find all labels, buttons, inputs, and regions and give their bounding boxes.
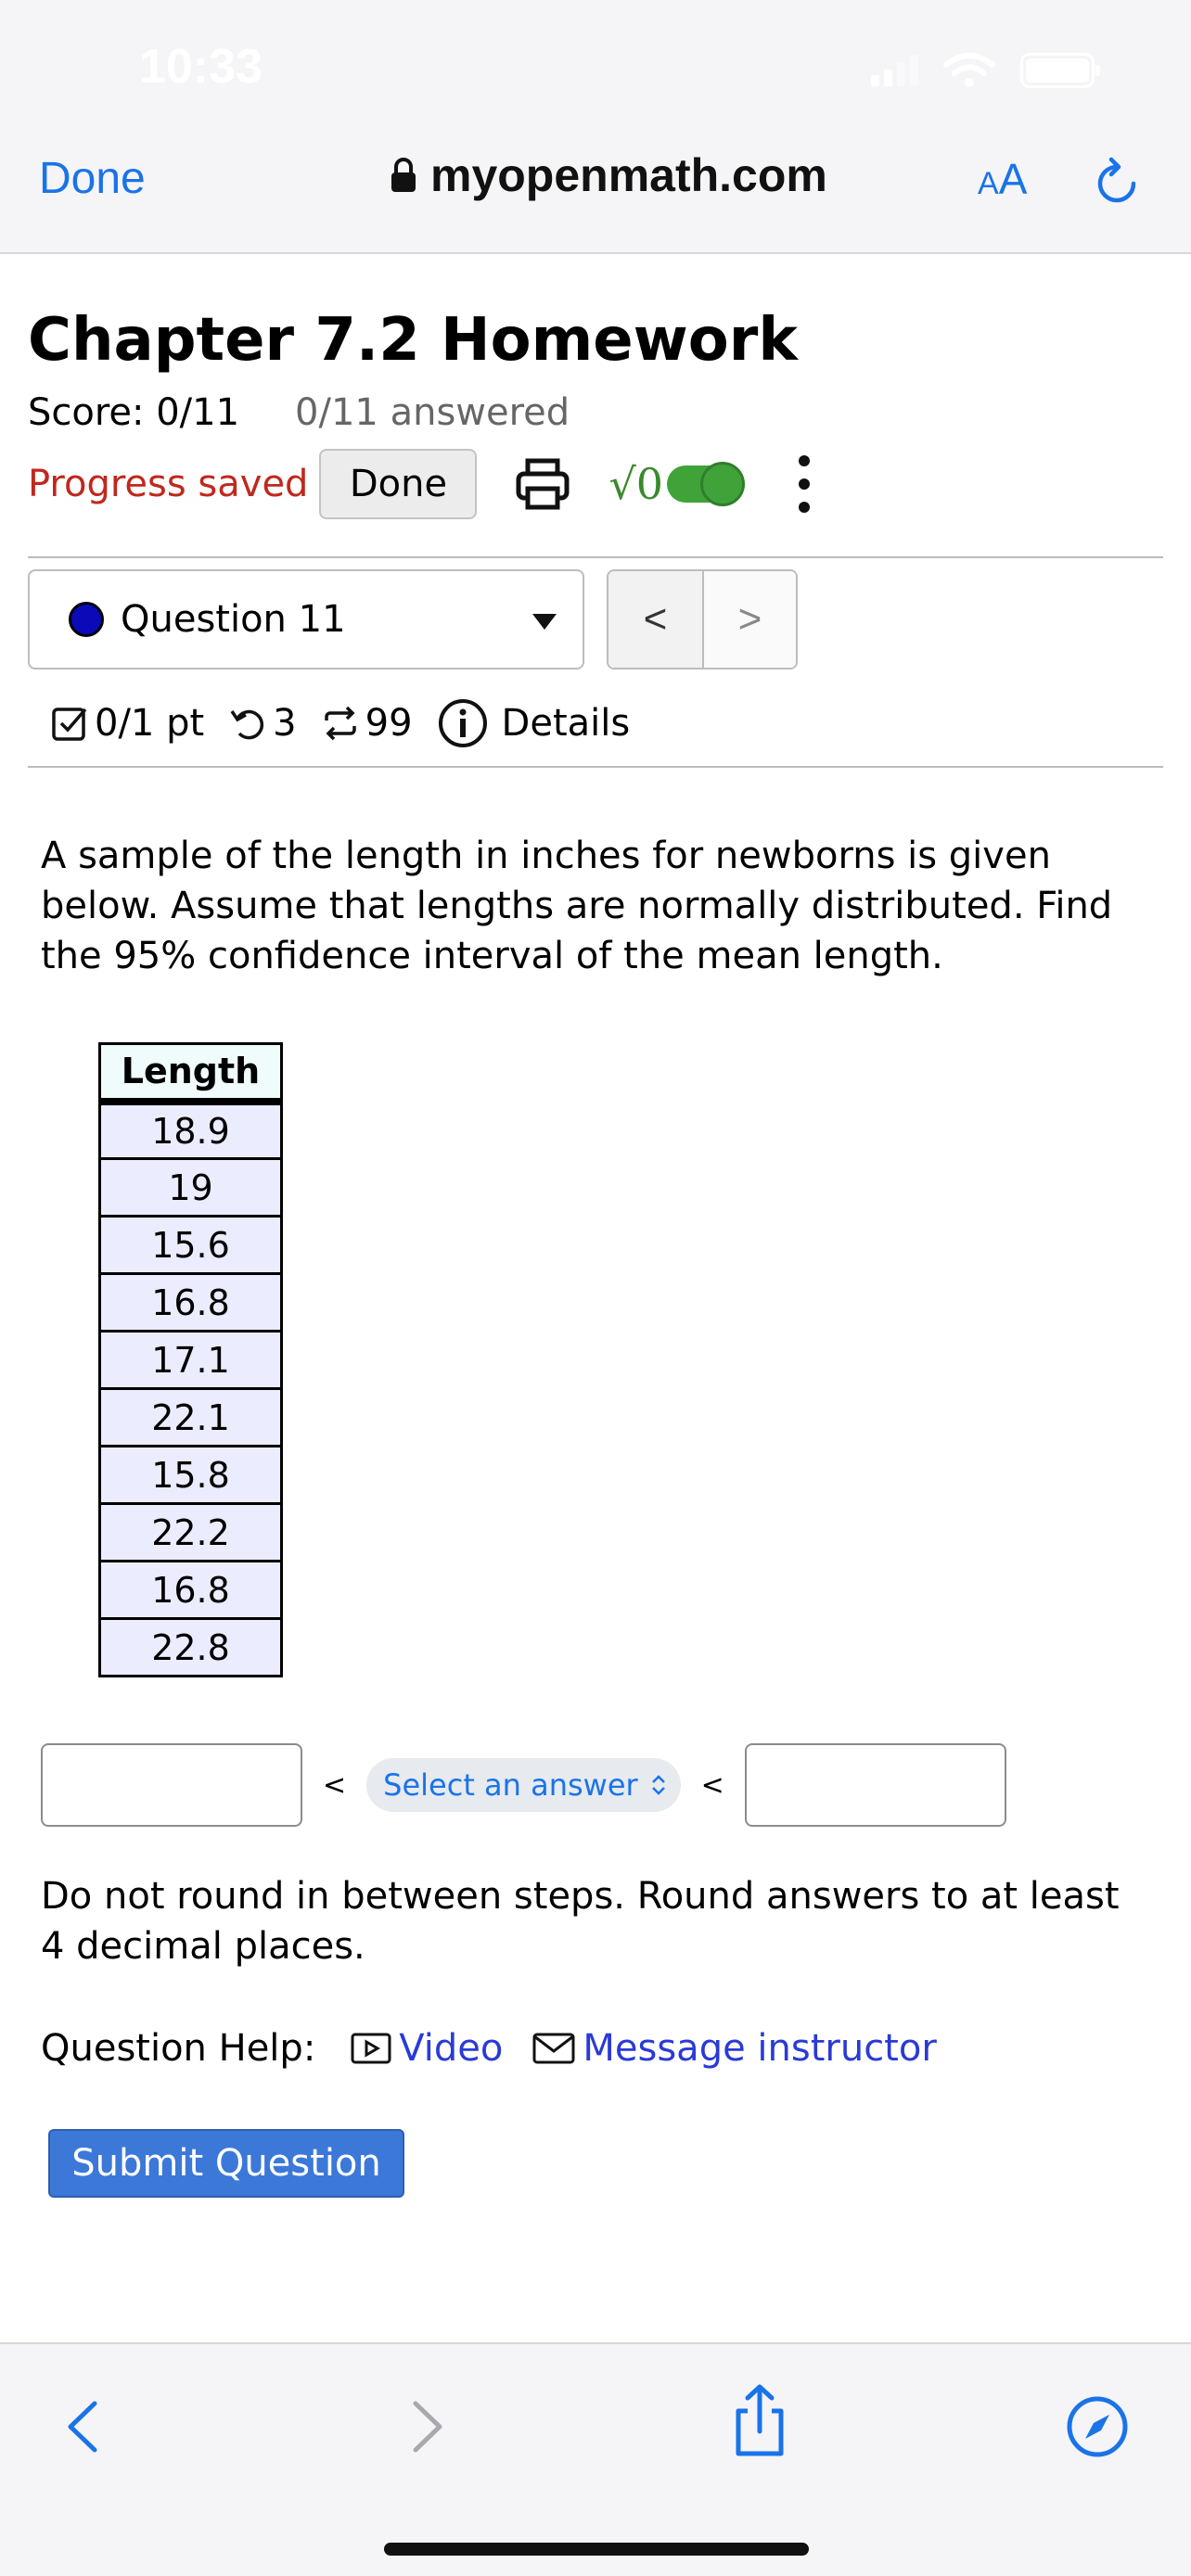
table-cell: 15.8 bbox=[100, 1447, 282, 1504]
table-cell: 22.8 bbox=[100, 1619, 282, 1677]
info-icon[interactable] bbox=[437, 697, 489, 749]
video-link-label: Video bbox=[399, 2027, 504, 2070]
message-instructor-link[interactable] bbox=[532, 2027, 936, 2070]
parameter-select-label: Select an answer bbox=[383, 1767, 638, 1803]
browser-done-button[interactable]: Done bbox=[39, 154, 146, 203]
lower-bound-input[interactable] bbox=[41, 1743, 302, 1827]
status-time: 10:33 bbox=[139, 40, 263, 94]
question-help-row bbox=[41, 2027, 967, 2070]
table-cell: 18.9 bbox=[100, 1102, 282, 1159]
aa-small-letter: A bbox=[978, 166, 999, 201]
aa-large-letter: A bbox=[998, 155, 1028, 203]
back-icon[interactable] bbox=[52, 2394, 117, 2459]
page-title: Chapter 7.2 Homework bbox=[28, 306, 798, 375]
message-instructor-label: Message instructor bbox=[583, 2027, 937, 2070]
cellular-signal-icon bbox=[871, 55, 918, 86]
parameter-select[interactable] bbox=[366, 1758, 681, 1812]
attempts-count: 99 bbox=[365, 702, 413, 745]
video-link[interactable] bbox=[351, 2027, 503, 2070]
progress-saved-text: Progress saved bbox=[28, 463, 309, 505]
less-than-symbol: < bbox=[700, 1768, 724, 1802]
question-select-dropdown[interactable] bbox=[28, 569, 584, 670]
video-icon bbox=[351, 2033, 391, 2064]
home-indicator bbox=[384, 2543, 809, 2556]
assessment-done-button[interactable]: Done bbox=[319, 449, 477, 519]
table-cell: 15.6 bbox=[100, 1217, 282, 1274]
browser-top-bar bbox=[0, 0, 1191, 254]
meta-divider bbox=[28, 766, 1163, 768]
question-prompt: A sample of the length in inches for newborns is given below. Assume that lengths are normally distributed. Find the 95% confidence interval of the mean length. bbox=[41, 835, 1113, 977]
reload-icon[interactable] bbox=[1091, 156, 1143, 208]
chevron-updown-icon bbox=[649, 1772, 668, 1798]
lock-icon bbox=[390, 157, 417, 194]
print-icon[interactable] bbox=[514, 455, 571, 513]
mail-icon bbox=[532, 2033, 575, 2064]
points-text: 0/1 pt bbox=[95, 702, 205, 745]
wifi-icon bbox=[942, 52, 996, 89]
submit-question-button[interactable]: Submit Question bbox=[48, 2129, 404, 2198]
toggle-knob bbox=[700, 462, 745, 506]
question-pager bbox=[607, 569, 798, 670]
text-size-button[interactable] bbox=[978, 154, 1027, 204]
share-icon[interactable] bbox=[727, 2381, 792, 2459]
next-question-button[interactable]: > bbox=[702, 571, 796, 668]
table-cell: 19 bbox=[100, 1159, 282, 1217]
table-cell: 16.8 bbox=[100, 1562, 282, 1619]
progress-row bbox=[28, 447, 812, 521]
question-help-label: Question Help: bbox=[41, 2027, 316, 2070]
caret-down-icon bbox=[532, 614, 557, 630]
attempts-icon bbox=[321, 704, 360, 743]
previous-question-button[interactable]: < bbox=[608, 571, 702, 668]
url-text: myopenmath.com bbox=[430, 149, 827, 201]
question-select-label: Question 11 bbox=[121, 598, 346, 641]
compass-icon[interactable] bbox=[1065, 2394, 1130, 2459]
browser-bottom-toolbar bbox=[0, 2342, 1191, 2576]
table-header-length: Length bbox=[100, 1044, 282, 1102]
question-meta-row bbox=[50, 697, 654, 749]
rounding-note: Do not round in between steps. Round answers to at least 4 decimal places. bbox=[41, 1875, 1120, 1968]
battery-icon bbox=[1020, 53, 1095, 88]
address-bar[interactable] bbox=[390, 148, 827, 202]
less-than-symbol: < bbox=[323, 1768, 347, 1802]
answer-row bbox=[41, 1743, 1006, 1827]
checkbox-points-icon bbox=[50, 704, 89, 743]
status-icons bbox=[871, 52, 1095, 89]
score-text: Score: 0/11 bbox=[28, 391, 240, 434]
answered-count: 0/11 answered bbox=[295, 391, 570, 434]
more-options-icon[interactable] bbox=[797, 455, 812, 513]
details-link[interactable]: Details bbox=[501, 702, 631, 745]
table-cell: 22.2 bbox=[100, 1504, 282, 1562]
retries-count: 3 bbox=[273, 702, 297, 745]
score-line bbox=[28, 391, 570, 434]
toggle-switch[interactable] bbox=[667, 465, 745, 503]
math-entry-toggle[interactable] bbox=[608, 459, 745, 509]
upper-bound-input[interactable] bbox=[745, 1743, 1006, 1827]
table-cell: 16.8 bbox=[100, 1274, 282, 1332]
length-data-table bbox=[98, 1042, 283, 1677]
header-divider bbox=[28, 556, 1163, 558]
sqrt-icon: √0 bbox=[608, 459, 664, 509]
forward-icon[interactable] bbox=[393, 2394, 458, 2459]
question-status-dot-icon bbox=[69, 602, 104, 637]
table-cell: 17.1 bbox=[100, 1332, 282, 1389]
table-cell: 22.1 bbox=[100, 1389, 282, 1447]
retry-icon bbox=[228, 704, 267, 743]
